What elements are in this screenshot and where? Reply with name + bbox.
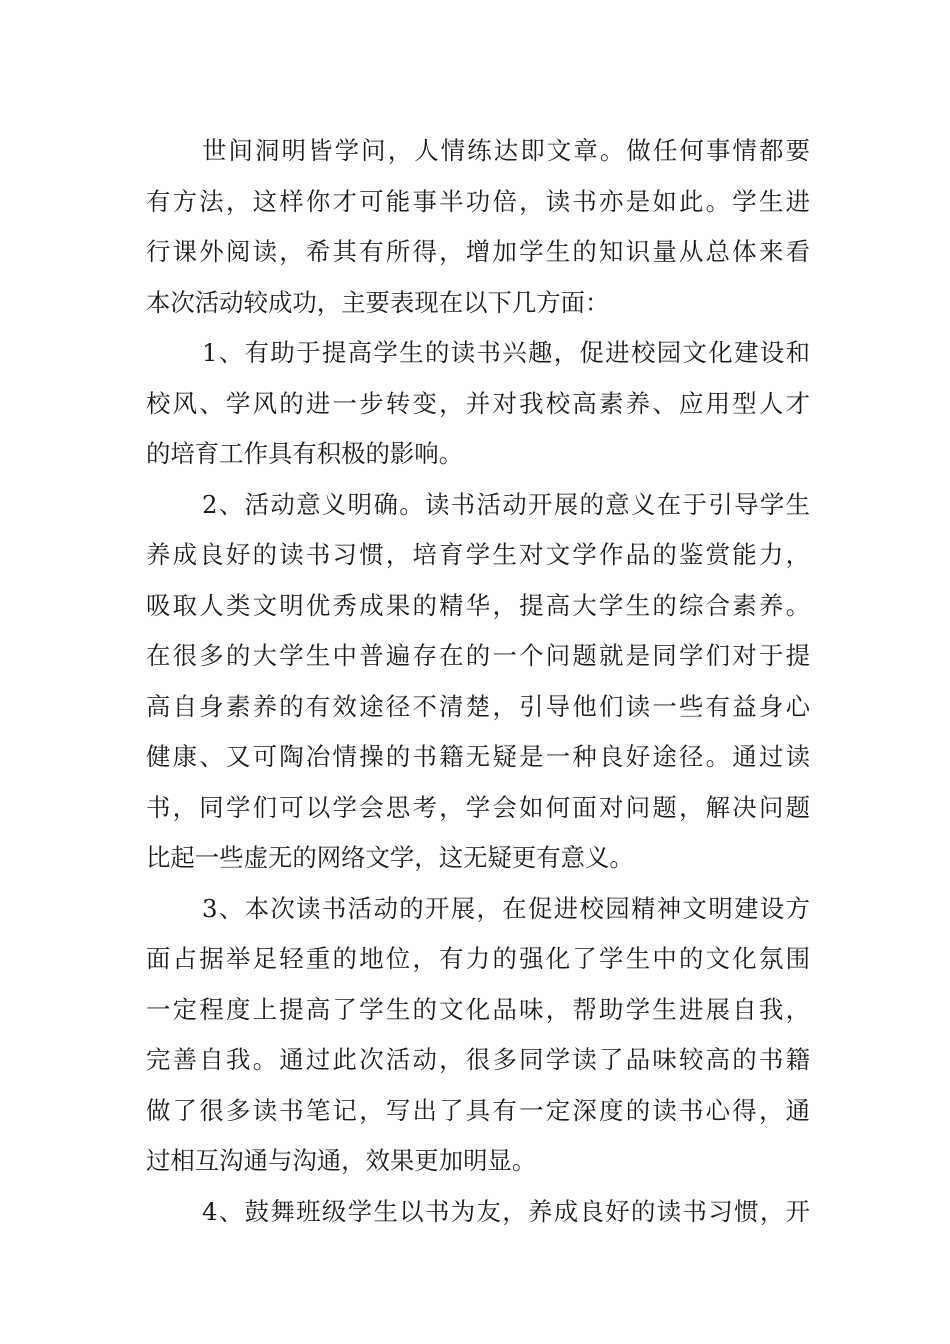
text-line: 一定程度上提高了学生的文化品味，帮助学生进展自我， — [146, 994, 810, 1024]
paragraph-intro — [146, 126, 810, 328]
text-line: 3、本次读书活动的开展，在促进校园精神文明建设方 — [202, 893, 810, 923]
text-line: 4、鼓舞班级学生以书为友，养成良好的读书习惯，开 — [202, 1196, 810, 1226]
text-line: 有方法，这样你才可能事半功倍，读书亦是如此。学生进 — [146, 186, 810, 216]
text-line: 校风、学风的进一步转变，并对我校高素养、应用型人才 — [146, 388, 810, 418]
text-line: 面占据举足轻重的地位，有力的强化了学生中的文化氛围 — [146, 944, 810, 973]
text-line: 的培育工作具有积极的影响。 — [146, 439, 464, 468]
text-line: 完善自我。通过此次活动，很多同学读了品味较高的书籍 — [146, 1045, 810, 1074]
text-line: 健康、又可陶冶情操的书籍无疑是一种良好途径。通过读 — [146, 742, 810, 771]
text-line: 2、活动意义明确。读书活动开展的意义在于引导学生 — [202, 489, 810, 519]
text-line: 行课外阅读，希其有所得，增加学生的知识量从总体来看 — [146, 237, 810, 266]
paragraph-point-1 — [146, 328, 810, 480]
text-line: 过相互沟通与沟通，效果更加明显。 — [146, 1146, 537, 1175]
text-line: 书，同学们可以学会思考，学会如何面对问题，解决问题 — [146, 792, 810, 822]
text-line: 世间洞明皆学问，人情练达即文章。做任何事情都要 — [202, 136, 810, 165]
text-line: 在很多的大学生中普遍存在的一个问题就是同学们对于提 — [146, 641, 810, 670]
text-line: 高自身素养的有效途径不清楚，引导他们读一些有益身心 — [146, 691, 810, 721]
text-line: 1、有助于提高学生的读书兴趣，促进校园文化建设和 — [202, 338, 810, 367]
text-line: 养成良好的读书习惯，培育学生对文学作品的鉴赏能力， — [146, 540, 810, 569]
text-line: 吸取人类文明优秀成果的精华，提高大学生的综合素养。 — [146, 590, 810, 620]
text-line: 比起一些虚无的网络文学，这无疑更有意义。 — [146, 843, 634, 872]
text-line: 做了很多读书笔记，写出了具有一定深度的读书心得，通 — [146, 1095, 810, 1125]
paragraph-point-2 — [146, 480, 810, 884]
paragraph-point-4 — [146, 1187, 810, 1238]
text-line: 本次活动较成功，主要表现在以下几方面： — [146, 287, 610, 317]
document-body — [146, 126, 810, 1237]
paragraph-point-3 — [146, 884, 810, 1187]
